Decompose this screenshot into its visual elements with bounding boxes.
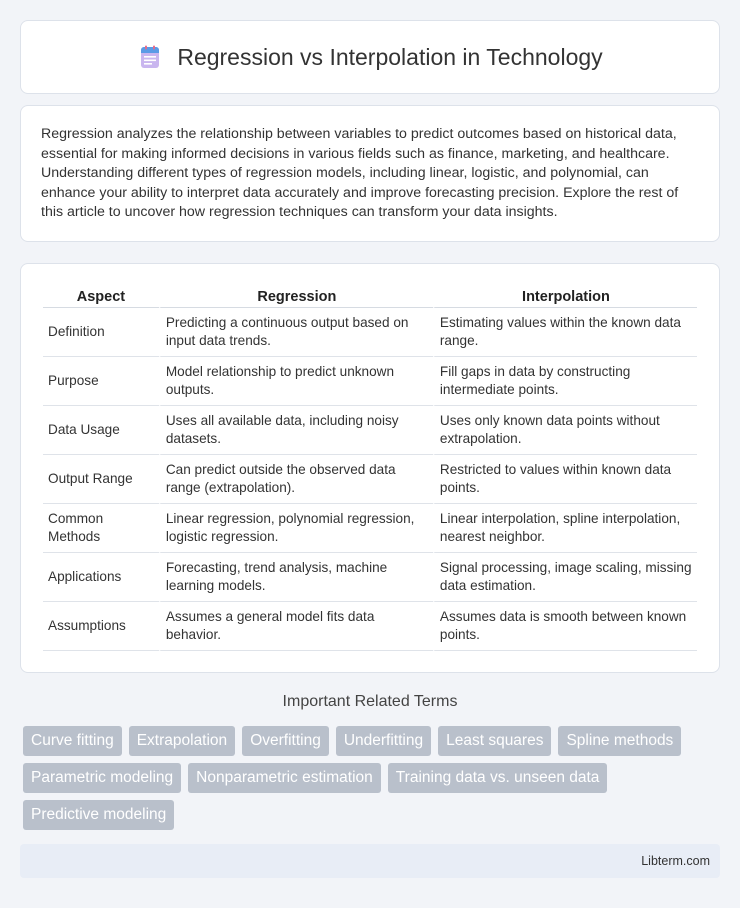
row-regression: Linear regression, polynomial regression, logistic regression. bbox=[159, 504, 433, 553]
comparison-card bbox=[20, 263, 720, 673]
row-interpolation: Linear interpolation, spline interpolation, nearest neighbor. bbox=[433, 504, 697, 553]
row-regression: Model relationship to predict unknown outputs. bbox=[159, 357, 433, 406]
row-aspect: Definition bbox=[43, 308, 159, 357]
tag-spline-methods[interactable]: Spline methods bbox=[558, 726, 681, 756]
row-interpolation: Assumes data is smooth between known points. bbox=[433, 602, 697, 651]
comparison-table bbox=[43, 285, 697, 651]
tag-training-vs-unseen-data[interactable]: Training data vs. unseen data bbox=[388, 763, 608, 793]
related-terms-heading: Important Related Terms bbox=[282, 693, 458, 710]
related-terms-list bbox=[23, 726, 713, 830]
table-row bbox=[43, 406, 697, 455]
row-interpolation: Signal processing, image scaling, missing data estimation. bbox=[433, 553, 697, 602]
table-row bbox=[43, 553, 697, 602]
row-interpolation: Estimating values within the known data range. bbox=[433, 308, 697, 357]
table-row bbox=[43, 455, 697, 504]
footer bbox=[20, 844, 720, 878]
header-interpolation: Interpolation bbox=[433, 285, 697, 308]
row-aspect: Data Usage bbox=[43, 406, 159, 455]
row-interpolation: Fill gaps in data by constructing intermediate points. bbox=[433, 357, 697, 406]
row-regression: Predicting a continuous output based on input data trends. bbox=[159, 308, 433, 357]
intro-paragraph: Regression analyzes the relationship between variables to predict outcomes based on historical data, essential for making informed decisions in various fields such as finance, marketing, and healthcare. Understanding different types of regression models, including linear, logistic, and polynomial, can enhance your ability to interpret data accurately and improve forecasting precision. Explore the rest of this article to uncover how regression techniques can transform your data insights. bbox=[41, 126, 679, 220]
row-regression: Uses all available data, including noisy datasets. bbox=[159, 406, 433, 455]
row-interpolation: Restricted to values within known data points. bbox=[433, 455, 697, 504]
title-card bbox=[20, 20, 720, 94]
page-title: Regression vs Interpolation in Technology bbox=[177, 43, 603, 70]
tag-predictive-modeling[interactable]: Predictive modeling bbox=[23, 800, 174, 830]
tag-underfitting[interactable]: Underfitting bbox=[336, 726, 431, 756]
tag-parametric-modeling[interactable]: Parametric modeling bbox=[23, 763, 181, 793]
row-aspect: Common Methods bbox=[43, 504, 159, 553]
table-row bbox=[43, 308, 697, 357]
row-regression: Assumes a general model fits data behavior. bbox=[159, 602, 433, 651]
row-interpolation: Uses only known data points without extrapolation. bbox=[433, 406, 697, 455]
intro-card bbox=[20, 105, 720, 242]
table-row bbox=[43, 504, 697, 553]
table-row bbox=[43, 357, 697, 406]
tag-nonparametric-estimation[interactable]: Nonparametric estimation bbox=[188, 763, 381, 793]
row-aspect: Output Range bbox=[43, 455, 159, 504]
row-aspect: Assumptions bbox=[43, 602, 159, 651]
table-header-row bbox=[43, 285, 697, 308]
footer-brand-link[interactable]: Libterm.com bbox=[641, 854, 710, 868]
header-regression: Regression bbox=[159, 285, 433, 308]
table-row bbox=[43, 602, 697, 651]
document-icon bbox=[137, 44, 163, 70]
row-aspect: Applications bbox=[43, 553, 159, 602]
row-regression: Can predict outside the observed data range (extrapolation). bbox=[159, 455, 433, 504]
tag-least-squares[interactable]: Least squares bbox=[438, 726, 551, 756]
tag-curve-fitting[interactable]: Curve fitting bbox=[23, 726, 122, 756]
header-aspect: Aspect bbox=[43, 285, 159, 308]
row-aspect: Purpose bbox=[43, 357, 159, 406]
tag-overfitting[interactable]: Overfitting bbox=[242, 726, 329, 756]
tag-extrapolation[interactable]: Extrapolation bbox=[129, 726, 235, 756]
row-regression: Forecasting, trend analysis, machine learning models. bbox=[159, 553, 433, 602]
